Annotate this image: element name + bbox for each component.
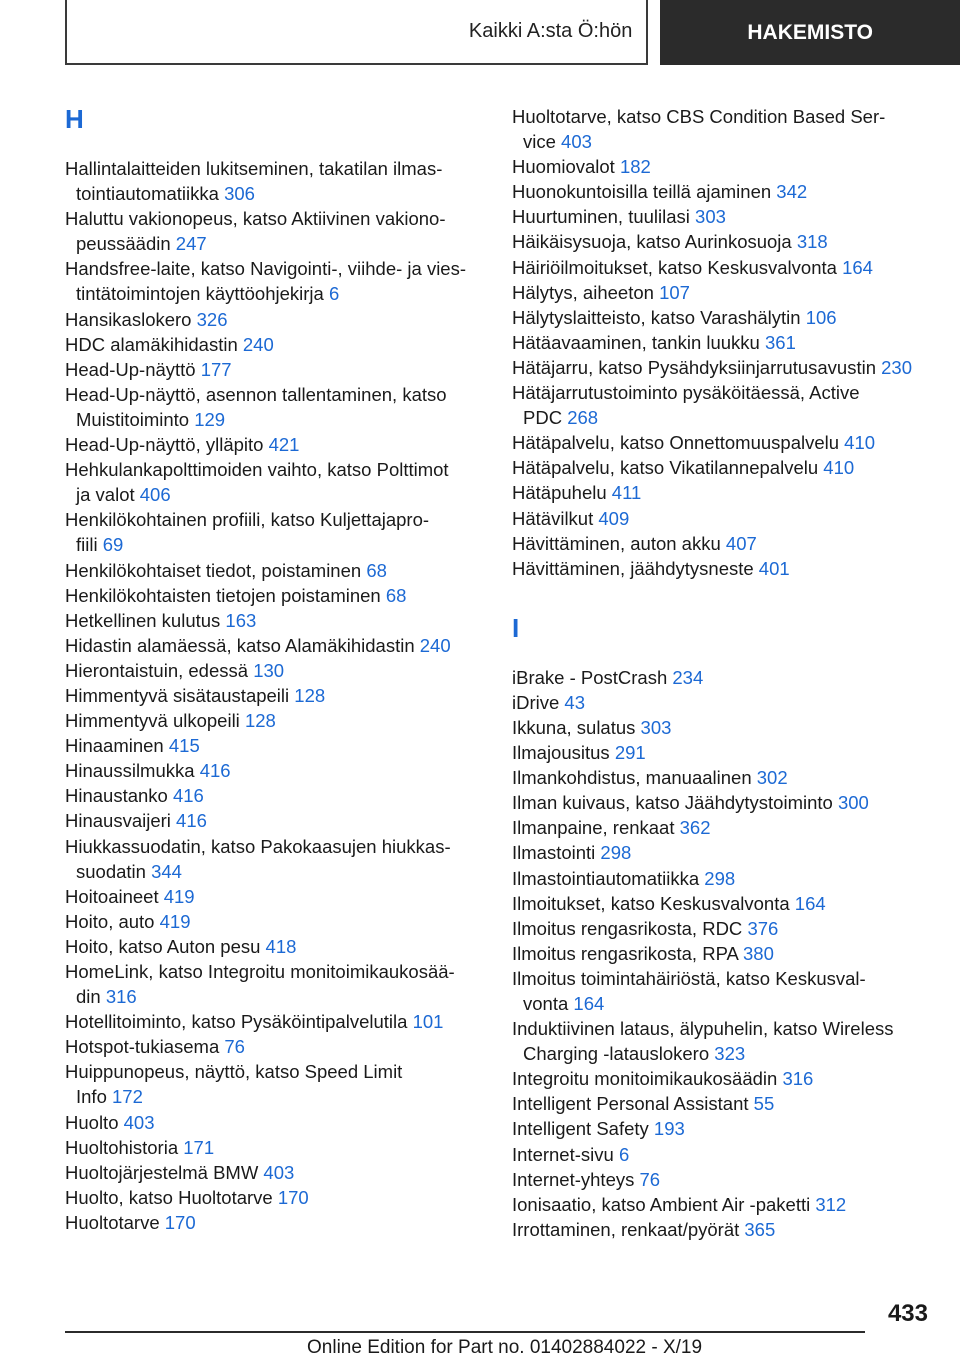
index-entry-page-link[interactable]: 170 [277,1186,309,1208]
index-entry [65,658,485,683]
index-entry [65,1185,485,1210]
index-entry-page-link[interactable]: 326 [196,308,228,330]
index-entry-term: Häikäisysuoja, katso Aurinkosuoja [512,231,792,253]
index-entry [512,790,932,815]
index-entry-term: iBrake - PostCrash [512,666,668,688]
index-entry-term: Hätävilkut [512,507,594,529]
index-entry-term: Hidastin alamäessä, katso Alamäkihidastin [65,634,415,656]
index-entry-page-link[interactable]: 410 [823,457,855,479]
index-entry [512,1016,932,1066]
footer-divider [65,1331,865,1333]
index-entry-term: Hierontaistuin, edessä [65,659,249,681]
index-entry-term: Himmentyvä sisätaustapeili [65,684,290,706]
index-entry-page-link[interactable]: 106 [805,306,837,328]
index-entry [65,909,485,934]
index-entry-page-link[interactable]: 316 [782,1068,814,1090]
index-column-right [512,104,932,1242]
index-entry [512,690,932,715]
index-entry-term: iDrive [512,691,560,713]
index-entry-page-link[interactable]: 177 [200,358,232,380]
index-entry-page-link[interactable]: 76 [224,1036,245,1058]
index-entry-term: Internet-yhteys [512,1168,635,1190]
index-entry [512,715,932,740]
index-entry-page-link[interactable]: 182 [619,156,651,178]
index-entry-term: Ilmoitus rengasrikosta, RPA [512,942,738,964]
index-entry-page-link[interactable]: 68 [366,559,387,581]
index-entry-term: Ilmastointiautomatiikka [512,867,700,889]
index-entry-page-link[interactable]: 230 [881,356,913,378]
index-entry-page-link[interactable]: 170 [164,1211,196,1233]
index-entry-page-link[interactable]: 409 [598,507,630,529]
index-entry [512,430,932,455]
index-entry [65,332,485,357]
index-entry [65,884,485,909]
index-entry-page-link[interactable]: 298 [704,867,736,889]
index-entry [65,783,485,808]
index-entry [65,608,485,633]
index-entry-term: Hinausvaijeri [65,810,171,832]
index-entry-term: Head-Up-näyttö, ylläpito [65,434,264,456]
index-entry-page-link[interactable]: 411 [611,482,642,504]
index-entry-term: Intelligent Personal Assistant [512,1093,749,1115]
index-entry-page-link[interactable]: 240 [419,634,451,656]
index-entry-term: Hiukkassuodatin, katso Pakokaasujen hiukkas- [65,835,451,857]
index-entry-page-link[interactable]: 55 [753,1093,775,1115]
index-entry [512,330,932,355]
index-entry [512,740,932,765]
index-entry-page-link[interactable]: 401 [758,557,790,579]
index-entry-term: Huoltotarve [65,1211,160,1233]
index-entry-term-cont: peussäädin [76,233,171,255]
index-entry [65,206,485,256]
index-entry-page-link[interactable]: 303 [695,206,726,228]
index-entry [512,355,932,380]
index-entry-term: Hätäjarrutustoiminto pysäköitäessä, Active [512,382,860,404]
index-entry [512,866,932,891]
index-entry-term: Hätäpalvelu, katso Onnettomuuspalvelu [512,432,840,454]
index-entry [512,255,932,280]
index-entry-page-link[interactable]: 362 [679,817,711,839]
index-entry [512,104,932,154]
index-entry-page-link[interactable]: 303 [640,716,672,738]
index-entry-term-cont: vonta [523,993,569,1014]
index-entry-page-link[interactable]: 171 [183,1136,215,1158]
index-entry-term: Hoitoaineet [65,885,159,907]
index-entry-page-link[interactable]: 43 [564,691,585,713]
index-entry-term: Hätäavaaminen, tankin luukku [512,331,760,353]
index-entry [512,815,932,840]
index-entry [65,457,485,507]
index-entry [65,1009,485,1034]
index-entry-term-cont: suodatin [76,860,146,882]
index-entry-term-cont: vice [523,131,556,153]
index-entry [65,1210,485,1235]
index-entry [512,966,932,1016]
index-entry-page-link[interactable]: 6 [618,1143,630,1165]
index-entry-page-link[interactable]: 164 [794,892,826,914]
index-entry [65,683,485,708]
index-entry [65,708,485,733]
index-entry [65,733,485,758]
index-entry-term: Head-Up-näyttö [65,358,196,380]
index-entry-term-cont: ja valot [76,484,135,506]
index-entry-page-link[interactable]: 300 [837,792,869,814]
index-entry-page-link[interactable]: 247 [175,233,207,255]
index-entry-page-link[interactable]: 416 [199,760,231,782]
index-entry-term-cont: tointiautomatiikka [76,183,219,205]
index-entry [65,1059,485,1109]
index-entry [512,204,932,229]
index-entry [512,1167,932,1192]
index-entry-page-link[interactable]: 68 [385,584,407,606]
section-letter: I [512,612,520,643]
index-entry-term: Hälytyslaitteisto, katso Varashälytin [512,306,801,328]
index-entry-term: Hätäjarru, katso Pysähdyksiinjarrutusavustin [512,356,876,378]
index-entry-page-link[interactable]: 302 [756,767,788,789]
index-entry-term: Henkilökohtaisten tietojen poistaminen [65,584,381,606]
index-entry [512,1217,932,1242]
index-entry-page-link[interactable]: 323 [714,1043,746,1065]
index-entry-page-link[interactable]: 403 [123,1111,155,1133]
index-entry-page-link[interactable]: 298 [600,842,632,864]
index-entry-term: Hinaaminen [65,735,164,757]
index-entry [65,758,485,783]
index-entry-page-link[interactable]: 421 [268,434,300,456]
index-entry [512,840,932,865]
index-entry-page-link[interactable]: 318 [796,231,828,253]
index-entry-page-link[interactable]: 306 [224,183,255,205]
index-entry-page-link[interactable]: 376 [747,917,779,939]
index-entry [512,1192,932,1217]
index-entry [65,583,485,608]
index-entry-term: Hätäpalvelu, katso Vikatilannepalvelu [512,457,819,479]
index-entry-page-link[interactable]: 416 [176,810,207,832]
index-entry [512,531,932,556]
index-entry [65,934,485,959]
index-entry-page-link[interactable]: 365 [744,1218,776,1240]
index-entry-page-link[interactable]: 291 [614,742,646,764]
index-entry-term: Ilmastointi [512,842,596,864]
index-entry-page-link[interactable]: 240 [242,333,274,355]
index-entry [65,1034,485,1059]
index-entry [512,305,932,330]
index-entry [512,765,932,790]
index-entry-term: Ilmankohdistus, manuaalinen [512,767,752,789]
index-entry-term: Hetkellinen kulutus [65,609,221,631]
index-entry [65,1110,485,1135]
index-entry-term: Huippunopeus, näyttö, katso Speed Limit [65,1061,403,1083]
index-entry [65,1135,485,1160]
index-entry-page-link[interactable]: 172 [112,1086,143,1108]
index-entry-page-link[interactable]: 193 [653,1118,685,1140]
index-entry-page-link[interactable]: 76 [639,1168,661,1190]
index-entry [512,556,932,581]
index-entry-term: Ilmajousitus [512,742,610,764]
index-entry [512,1066,932,1091]
index-entry-page-link[interactable]: 361 [765,331,796,353]
index-entry-page-link[interactable]: 312 [815,1193,847,1215]
index-entry [65,959,485,1009]
index-entry-page-link[interactable]: 129 [194,408,226,430]
index-entry-term: Head-Up-näyttö, asennon tallentaminen, katso [65,383,447,405]
index-entry [65,357,485,382]
index-entry-term: Huoltohistoria [65,1136,179,1158]
index-entry-page-link[interactable]: 406 [139,484,171,506]
index-entry-term: Häiriöilmoitukset, katso Keskusvalvonta [512,256,837,278]
index-entry-page-link[interactable]: 164 [842,256,873,278]
index-entry-term: Henkilökohtaiset tiedot, poistaminen [65,559,362,581]
index-entry-term: Huonokuntoisilla teillä ajaminen [512,181,772,203]
index-entry-page-link[interactable]: 419 [159,910,191,932]
index-entry [512,506,932,531]
index-entry-term: Ilmoitus rengasrikosta, RDC [512,917,743,939]
index-entry-term: Hätäpuhelu [512,482,607,504]
index-entry [512,916,932,941]
index-entry-term: Huurtuminen, tuulilasi [512,206,690,228]
index-entry-term: Hinaussilmukka [65,760,195,782]
index-entry-term: Huoltojärjestelmä BMW [65,1161,259,1183]
index-entry-page-link[interactable]: 342 [776,181,808,203]
index-entry [65,808,485,833]
index-entry-term-cont: tintätoimintojen käyttöohjekirja [76,283,324,305]
index-entry [512,229,932,254]
index-entry [65,1160,485,1185]
index-entry [512,455,932,480]
index-entry [512,665,932,690]
index-entry-term: Ikkuna, sulatus [512,716,636,738]
index-entry [512,154,932,179]
footer-edition: Online Edition for Part no. 01402884022 - X/19 [307,1337,703,1358]
index-entry-term: Irrottaminen, renkaat/pyörät [512,1218,740,1240]
index-entry-term: Intelligent Safety [512,1118,649,1140]
index-entry-term: Hotellitoiminto, katso Pysäköintipalvelutila [65,1011,408,1033]
index-entry-term: HomeLink, katso Integroitu monitoimikaukosää- [65,961,455,982]
index-column-left [65,104,485,1235]
index-entry [512,1091,932,1116]
index-entry [512,891,932,916]
index-entry-term: Ilman kuivaus, katso Jäähdytystoiminto [512,792,833,814]
index-entry-page-link[interactable]: 6 [328,283,340,305]
index-entry-term: Internet-sivu [512,1143,614,1165]
index-entry-term: Ilmoitukset, katso Keskusvalvonta [512,892,790,914]
index-entry [512,941,932,966]
index-entry-page-link[interactable]: 101 [412,1011,444,1033]
index-entry-term: Huolto, katso Huoltotarve [65,1186,273,1208]
index-entry-page-link[interactable]: 415 [168,735,200,757]
index-entry-page-link[interactable]: 268 [567,407,599,429]
index-entry-term: Integroitu monitoimikaukosäädin [512,1068,778,1090]
index-entry-page-link[interactable]: 410 [844,432,876,454]
index-entry-term-cont: Muistitoiminto [76,408,190,430]
index-entry-page-link[interactable]: 130 [253,659,285,681]
page-number: 433 [887,1300,928,1327]
index-entry-term: Ilmoitus toimintahäiriöstä, katso Keskusval- [512,967,866,989]
index-entry-term: Hoito, katso Auton pesu [65,935,261,957]
index-entry-term-cont: PDC [523,407,563,429]
index-entry-term: Huoltotarve, katso CBS Condition Based Ser- [512,106,886,127]
index-entry-term: Hoito, auto [65,910,155,932]
index-entry-term: Hansikaslokero [65,308,192,330]
index-entry-term: Ilmanpaine, renkaat [512,817,675,839]
index-entry-term: Hävittäminen, auton akku [512,532,721,554]
index-entry-page-link[interactable]: 316 [105,986,137,1008]
index-entry [512,280,932,305]
tab-index[interactable]: HAKEMISTO [660,0,960,65]
index-entry-term: Himmentyvä ulkopeili [65,710,240,732]
index-entry-page-link[interactable]: 419 [163,885,195,907]
index-entry [512,1142,932,1167]
index-entry-term: Huolto [65,1111,119,1133]
index-entry [65,307,485,332]
index-entry-page-link[interactable]: 344 [151,860,182,882]
index-entry [512,380,932,430]
index-entry-page-link[interactable]: 107 [659,281,690,303]
index-entry-page-link[interactable]: 128 [244,710,276,732]
index-entry-term-cont: din [76,986,101,1008]
index-entry-page-link[interactable]: 416 [172,785,204,807]
tab-a-to-o[interactable]: Kaikki A:sta Ö:hön [65,0,648,65]
index-entry-term-cont: fiili [76,534,98,556]
index-entry-term: Hotspot-tukiasema [65,1036,220,1058]
index-entry-term: Ionisaatio, katso Ambient Air -paketti [512,1193,811,1215]
index-entry-term: Hälytys, aiheeton [512,281,654,303]
index-entry-term: Henkilökohtainen profiili, katso Kuljettajapro- [65,509,430,531]
index-entry-term: HDC alamäkihidastin [65,333,238,355]
index-entry-term: Hallintalaitteiden lukitseminen, takatilan ilmas- [65,158,443,179]
index-entry-page-link[interactable]: 128 [294,684,326,706]
index-entry-term: Handsfree-laite, katso Navigointi-, viihde- ja vies- [65,258,467,280]
index-entry [65,633,485,658]
index-entry-term: Hinaustanko [65,785,168,807]
section-letter: H [65,104,84,134]
index-entry [65,256,485,306]
index-entry-page-link[interactable]: 380 [743,942,774,964]
index-entry [65,432,485,457]
index-entry [512,480,932,505]
index-entry-page-link[interactable]: 407 [725,532,757,554]
index-entry [65,156,485,206]
index-entry-term-cont: Info [76,1086,107,1108]
index-entry-term: Induktiivinen lataus, älypuhelin, katso Wireless [512,1018,894,1040]
index-entry-page-link[interactable]: 403 [561,131,592,153]
index-entry [65,834,485,884]
header-tabs [65,0,960,65]
index-entry [65,382,485,432]
index-entry-page-link[interactable]: 163 [225,609,257,631]
index-entry [512,1116,932,1141]
index-entry [512,179,932,204]
index-entry [65,507,485,557]
index-entry-page-link[interactable]: 69 [102,534,124,556]
index-entry-page-link[interactable]: 418 [265,935,297,957]
index-entry-page-link[interactable]: 164 [573,993,605,1014]
index-entry-page-link[interactable]: 403 [263,1161,295,1183]
index-entry-term: Haluttu vakionopeus, katso Aktiivinen vakiono- [65,208,446,230]
index-entry-term: Hehkulankapolttimoiden vaihto, katso Polttimot [65,459,449,481]
index-entry-page-link[interactable]: 234 [672,666,704,688]
index-entry [65,558,485,583]
index-entry-term: Hävittäminen, jäähdytysneste [512,557,754,579]
index-entry-term: Huomiovalot [512,156,615,178]
index-entry-term-cont: Charging -latauslokero [523,1043,710,1065]
